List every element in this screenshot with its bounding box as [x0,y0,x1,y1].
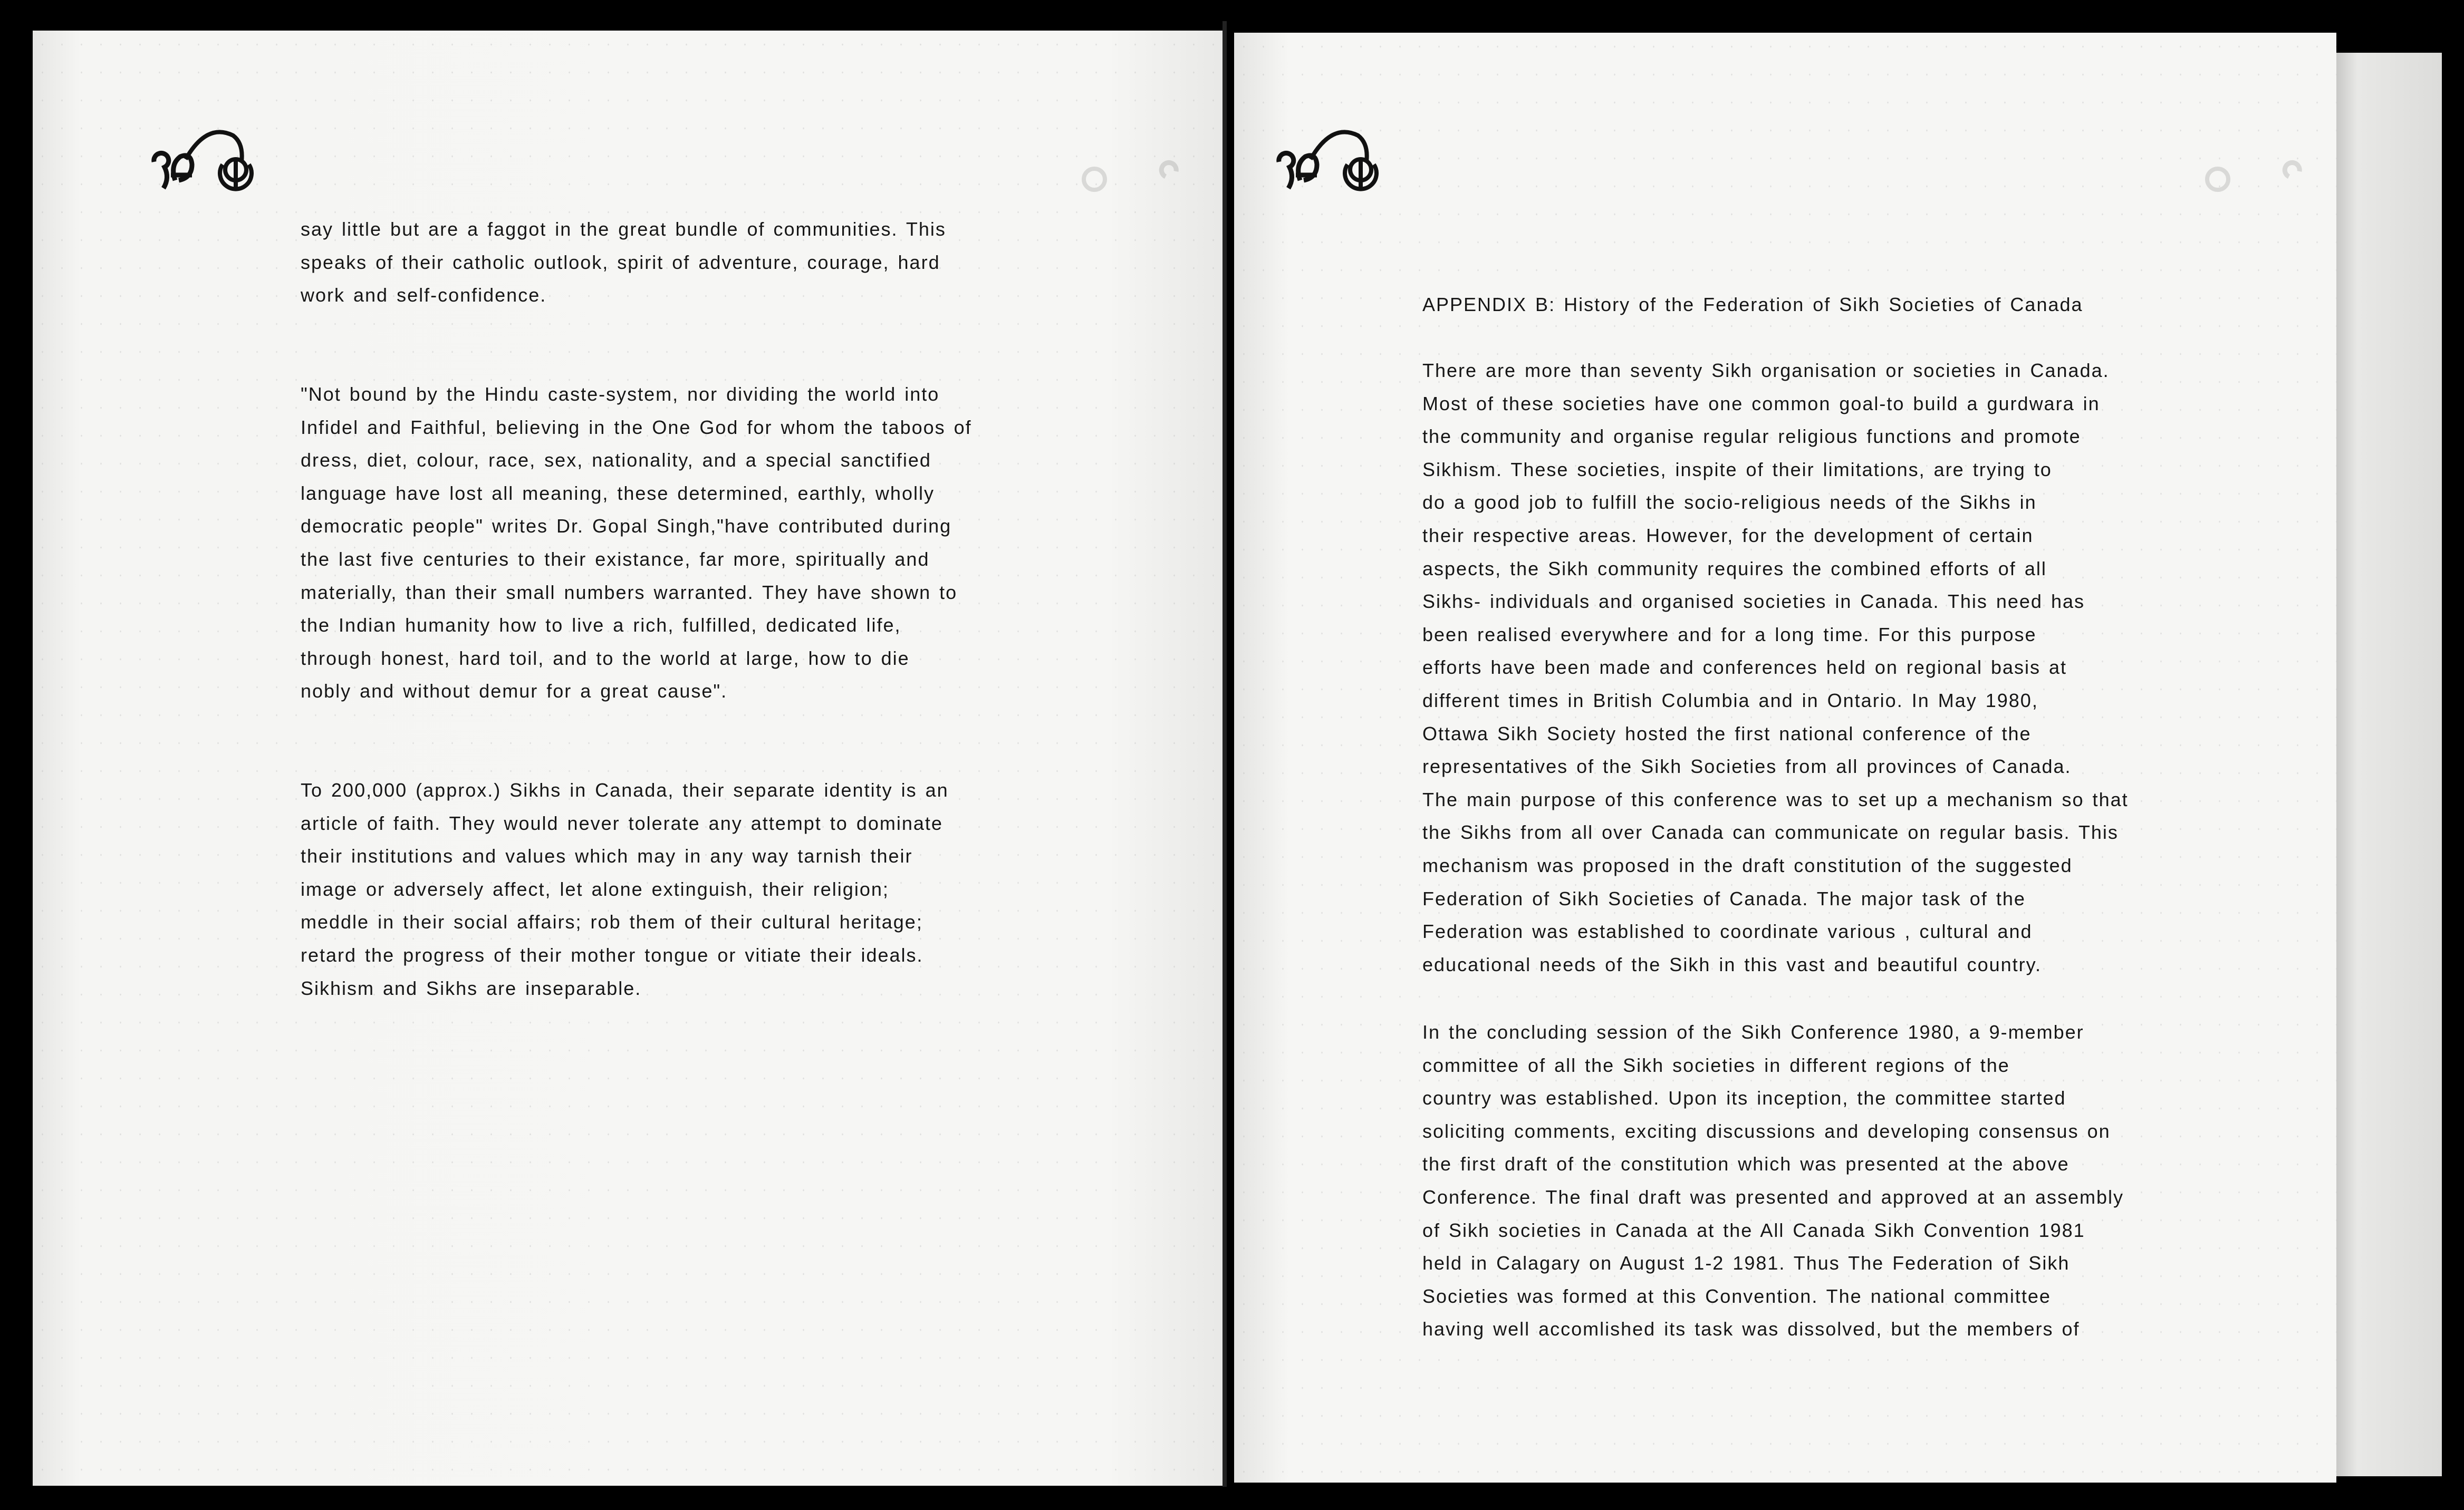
text-line: Conference. The final draft was presented and approved at an assembly [1422,1186,2124,1208]
text-line: Sikhs- individuals and organised societies in Canada. This need has [1422,591,2085,613]
text-line: There are more than seventy Sikh organisation or societies in Canada. [1422,360,2110,381]
book-spine [1223,21,1227,1487]
text-line: say little but are a faggot in the great bundle of communities. This [301,218,946,240]
text-line: meddle in their social affairs; rob them of their cultural heritage; [301,911,923,933]
text-line: the Indian humanity how to live a rich, fulfilled, dedicated life, [301,614,901,636]
text-line: representatives of the Sikh Societies from all provinces of Canada. [1422,756,2072,778]
text-line: do a good job to fulfill the socio-religious needs of the Sikhs in [1422,491,2037,514]
text-line: work and self-confidence. [301,284,547,306]
text-line: the community and organise regular religious functions and promote [1422,425,2081,448]
ik-onkar-khanda-logo [138,117,254,196]
text-line: Ottawa Sikh Society hosted the first national conference of the [1422,722,2032,744]
appendix-title: APPENDIX B: History of the Federation of Sikh Societies of Canada [1422,294,2083,315]
text-line: different times in British Columbia and in Ontario. In May 1980, [1422,690,2038,711]
text-line: speaks of their catholic outlook, spirit of adventure, courage, hard [301,251,940,273]
text-line: retard the progress of their mother tongue or vitiate their ideals. [301,944,923,966]
text-line: democratic people" writes Dr. Gopal Singh,"have contributed during [301,515,952,537]
text-line: aspects, the Sikh community requires the combined efforts of all [1422,557,2047,579]
text-line: image or adversely affect, let alone extinguish, their religion; [301,878,889,900]
text-line: materially, than their small numbers warranted. They have shown to [301,581,958,603]
text-line: Sikhism. These societies, inspite of their limitations, are trying to [1422,458,2052,480]
text-line: having well accomlished its task was dissolved, but the members of [1422,1318,2080,1340]
text-line: soliciting comments, exciting discussions and developing consensus on [1422,1120,2111,1142]
text-line: Federation was established to coordinate various , cultural and [1422,921,2033,943]
bleed-through-logo [2199,127,2315,206]
text-line: of Sikh societies in Canada at the All Canada Sikh Convention 1981 [1422,1219,2085,1241]
text-line: the first draft of the constitution which was presented at the above [1422,1153,2070,1175]
text-line: Federation of Sikh Societies of Canada. The major task of the [1422,887,2026,909]
ik-onkar-khanda-logo [1263,117,1379,196]
text-line: held in Calagary on August 1-2 1981. Thus The Federation of Sikh [1422,1252,2070,1274]
text-line: "Not bound by the Hindu caste-system, nor dividing the world into [301,383,940,405]
text-line: Sikhism and Sikhs are inseparable. [301,977,642,999]
text-line: the Sikhs from all over Canada can communicate on regular basis. This [1422,821,2119,844]
left-page [33,31,1226,1486]
text-line: language have lost all meaning, these determined, earthly, wholly [301,482,935,504]
text-line: Societies was formed at this Convention. The national committee [1422,1285,2051,1307]
text-line: efforts have been made and conferences held on regional basis at [1422,656,2067,679]
text-line: Infidel and Faithful, believing in the One God for whom the taboos of [301,416,972,438]
text-line: been realised everywhere and for a long time. For this purpose [1422,623,2037,645]
bleed-through-logo [1076,127,1192,206]
text-line: dress, diet, colour, race, sex, nationality, and a special sanctified [301,449,931,471]
text-line: committee of all the Sikh societies in different regions of the [1422,1054,2010,1076]
text-line: In the concluding session of the Sikh Conference 1980, a 9-member [1422,1021,2084,1043]
text-line: Most of these societies have one common goal-to build a gurdwara in [1422,392,2100,414]
text-line: article of faith. They would never tolerate any attempt to dominate [301,812,943,834]
text-line: their institutions and values which may in any way tarnish their [301,845,913,867]
text-line: mechanism was proposed in the draft constitution of the suggested [1422,855,2073,876]
text-line: The main purpose of this conference was to set up a mechanism so that [1422,788,2129,810]
text-line: country was established. Upon its inception, the committee started [1422,1087,2066,1109]
text-line: nobly and without demur for a great cause". [301,680,728,702]
text-line: the last five centuries to their existance, far more, spiritually and [301,548,930,570]
text-line: educational needs of the Sikh in this vast and beautiful country. [1422,953,2042,975]
text-line: through honest, hard toil, and to the world at large, how to die [301,647,910,669]
text-line: their respective areas. However, for the development of certain [1422,525,2034,546]
page-stack-edge [2336,53,2442,1476]
text-line: To 200,000 (approx.) Sikhs in Canada, their separate identity is an [301,779,949,801]
